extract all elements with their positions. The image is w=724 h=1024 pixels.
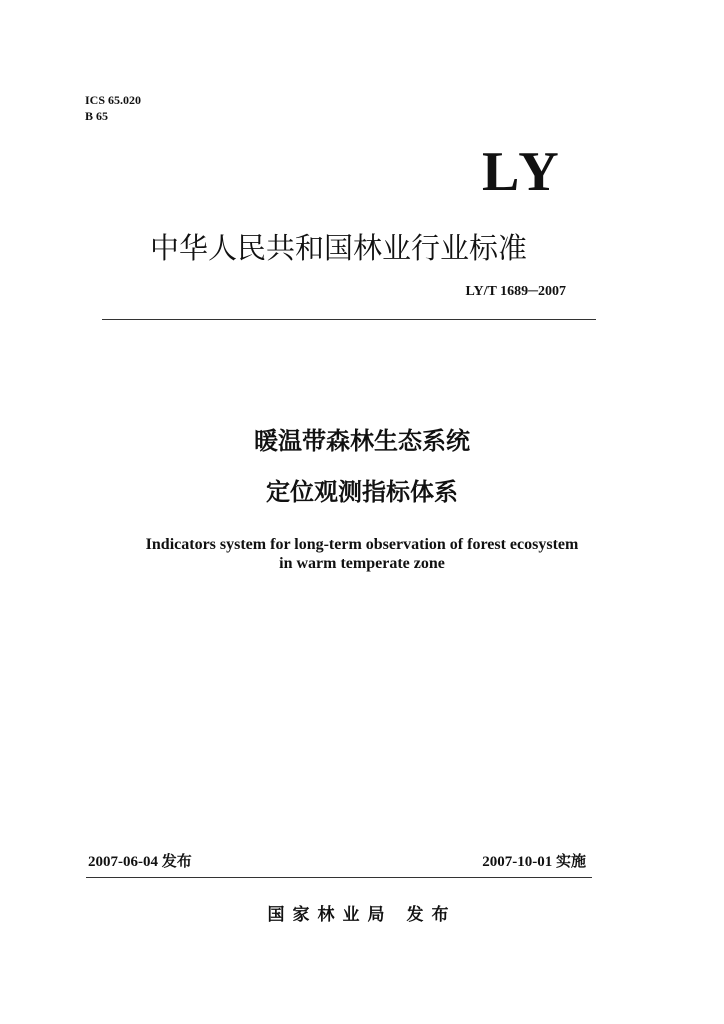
ics-code: ICS 65.020 (85, 93, 142, 107)
title-en-line1: Indicators system for long-term observation of forest ecosystem (145, 536, 579, 553)
classification-codes (85, 92, 141, 124)
title-en-line2: in warm temperate zone (279, 555, 445, 572)
issue-date: 2007-06-04 发布 (88, 854, 192, 870)
bottom-divider (86, 877, 592, 878)
title-zh-line1: 暖温带森林生态系统 (254, 427, 470, 455)
industry-code: LY (482, 141, 563, 203)
title-en (0, 535, 724, 573)
issuer-org: 国家林业局 (267, 905, 393, 925)
issuer-action: 发布 (406, 905, 457, 925)
issuer (0, 900, 724, 925)
ccs-code: B 65 (85, 109, 109, 123)
title-zh-line2: 定位观测指标体系 (266, 478, 458, 506)
top-divider (102, 319, 596, 320)
implementation-date: 2007-10-01 实施 (482, 854, 586, 870)
standard-type: 中华人民共和国林业行业标准 (150, 231, 528, 265)
standard-number: LY/T 1689─2007 (465, 284, 566, 299)
